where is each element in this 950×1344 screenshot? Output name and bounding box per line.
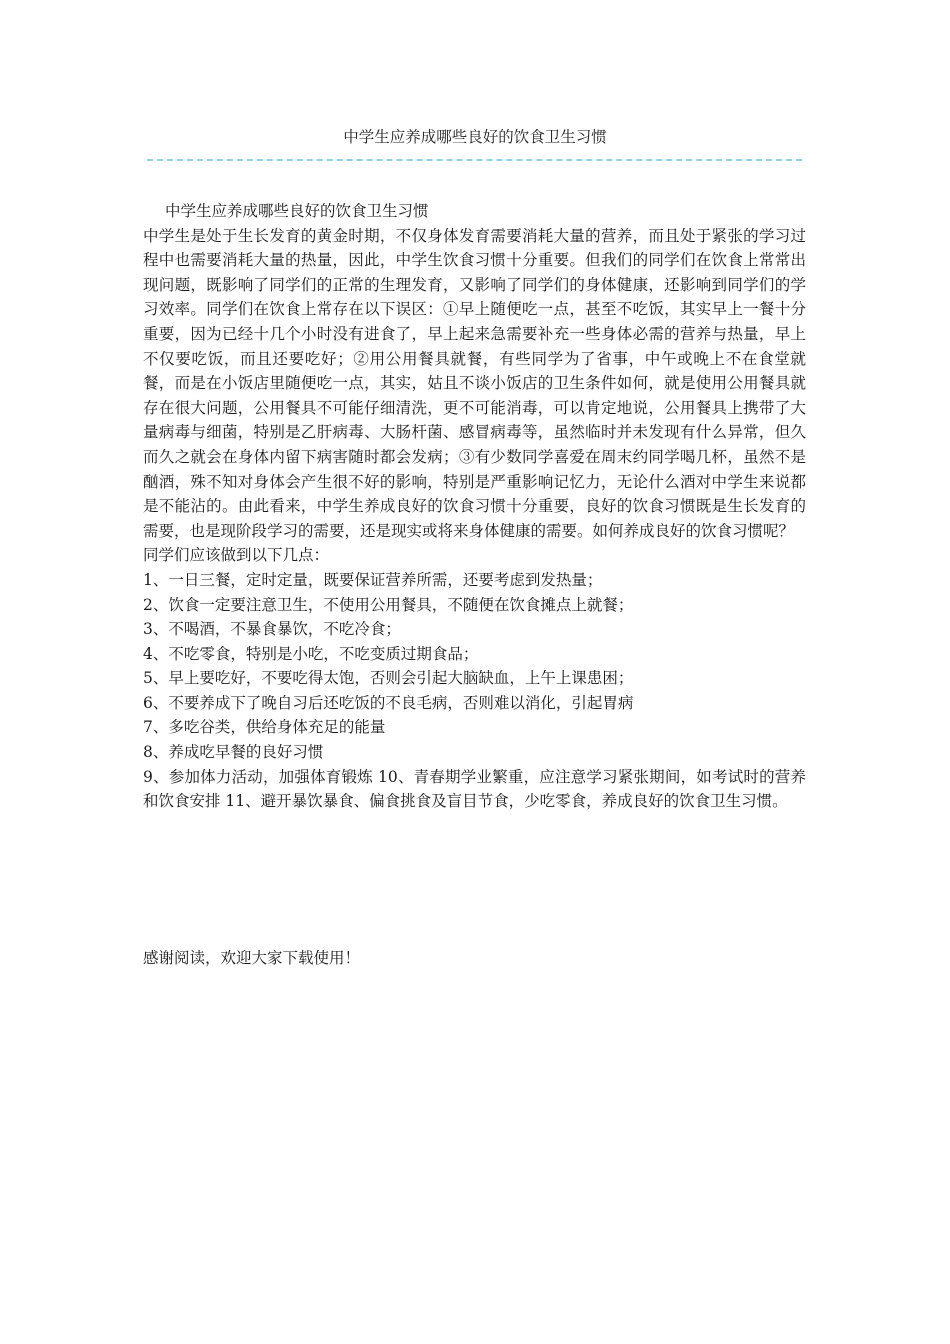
list-item: 1、一日三餐，定时定量，既要保证营养所需，还要考虑到发热量； xyxy=(143,570,603,589)
title-divider xyxy=(147,159,802,161)
document-subtitle: 中学生应养成哪些良好的饮食卫生习惯 xyxy=(165,202,429,220)
list-item: 5、早上要吃好，不要吃得太饱，否则会引起大脑缺血，上午上课患困； xyxy=(143,669,634,688)
list-item: 7、多吃谷类，供给身体充足的能量 xyxy=(143,718,386,737)
body-paragraph: 中学生是处于生长发育的黄金时期，不仅身体发育需要消耗大量的营养，而且处于紧张的学习过程中也需要消耗大量的热量，因此，中学生饮食习惯十分重要。但我们的同学们在饮食上常常出现问题，既影响了同学们的正常的生理发育，又影响了同学们的身体健康，还影响到同学们的学习效率。同学们在饮食上常存在以下误区：①早上随便吃一点，甚至不吃饭，其实早上一餐十分重要，因为已经十几个小时没有进食了，早上起来急需要补充一些身体必需的营养与热量，早上不仅要吃饭，而且还要吃好；②用公用餐具就餐，有些同学为了省事，中午或晚上不在食堂就餐，而是在小饭店里随便吃一点，其实，姑且不谈小饭店的卫生条件如何，就是使用公用餐具就存在很大问题，公用餐具不可能仔细清洗，更不可能消毒，可以肯定地说，公用餐具上携带了大量病毒与细菌，特别是乙肝病毒、大肠杆菌、感冒病毒等，虽然临时并未发现有什么异常，但久而久之就会在身体内留下病害随时都会发病；③有少数同学喜爱在周末约同学喝几杯，虽然不是酗酒，殊不知对身体会产生很不好的影响，特别是严重影响记忆力，无论什么酒对中学生来说都是不能沾的。由此看来，中学生养成良好的饮食习惯十分重要，良好的饮食习惯既是生长发育的需要，也是现阶段学习的需要，还是现实或将来身体健康的需要。如何养成良好的饮食习惯呢？ xyxy=(143,226,806,540)
document-body xyxy=(143,199,806,814)
list-item: 8、养成吃早餐的良好习惯 xyxy=(143,743,324,762)
list-item: 6、不要养成下了晚自习后还吃饭的不良毛病，否则难以消化，引起胃病 xyxy=(143,693,634,712)
list-item: 3、不喝酒，不暴食暴饮，不吃冷食； xyxy=(143,620,401,639)
list-item: 4、不吃零食，特别是小吃，不吃变质过期食品； xyxy=(143,644,479,663)
list-intro: 同学们应该做到以下几点： xyxy=(143,546,330,565)
list-item: 2、饮食一定要注意卫生，不使用公用餐具，不随便在饮食摊点上就餐； xyxy=(143,595,634,614)
closing-note: 感谢阅读，欢迎大家下载使用！ xyxy=(143,949,361,967)
list-item: 9、参加体力活动，加强体育锻炼 10、青春期学业繁重，应注意学习紧张期间，如考试时的营养和饮食安排 11、避开暴饮暴食、偏食挑食及盲目节食，少吃零食，养成良好的饮食卫生习惯。 xyxy=(143,767,806,811)
page-title: 中学生应养成哪些良好的饮食卫生习惯 xyxy=(343,128,607,146)
